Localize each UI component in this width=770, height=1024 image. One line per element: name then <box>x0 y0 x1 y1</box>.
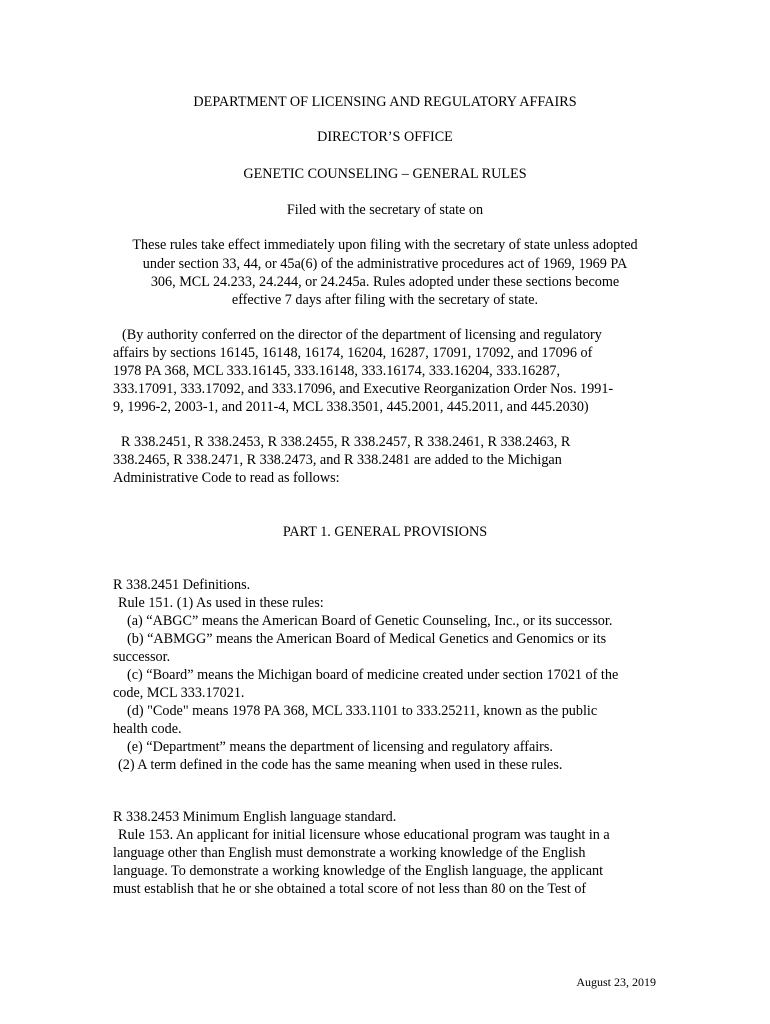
paragraph-line: affairs by sections 16145, 16148, 16174, 16204, 16287, 17091, 17092, and 17096 of <box>113 345 593 361</box>
rule-line: code, MCL 333.17021. <box>113 685 245 701</box>
department-heading: DEPARTMENT OF LICENSING AND REGULATORY AFFAIRS <box>193 94 577 110</box>
paragraph-line: R 338.2451, R 338.2453, R 338.2455, R 338.2457, R 338.2461, R 338.2463, R <box>121 434 571 450</box>
filed-line: Filed with the secretary of state on <box>286 202 484 218</box>
paragraph-line: These rules take effect immediately upon filing with the secretary of state unless adopted <box>132 237 638 253</box>
part-heading: PART 1. GENERAL PROVISIONS <box>282 524 488 540</box>
footer-date: August 23, 2019 <box>576 975 656 989</box>
paragraph-line: Administrative Code to read as follows: <box>113 470 340 486</box>
paragraph-line: under section 33, 44, or 45a(6) of the administrative procedures act of 1969, 1969 PA <box>142 256 628 272</box>
rule-heading: R 338.2451 Definitions. <box>113 577 251 593</box>
office-heading: DIRECTOR’S OFFICE <box>317 129 453 145</box>
paragraph-line: (By authority conferred on the director of the department of licensing and regulatory <box>122 327 602 343</box>
rule-line: must establish that he or she obtained a total score of not less than 80 on the Test of <box>113 881 587 897</box>
rule-line: Rule 151. (1) As used in these rules: <box>118 595 324 611</box>
paragraph-line: 306, MCL 24.233, 24.244, or 24.245a. Rules adopted under these sections become <box>150 274 620 290</box>
rule-line: (d) "Code" means 1978 PA 368, MCL 333.1101 to 333.25211, known as the public <box>127 703 598 719</box>
paragraph-line: 9, 1996-2, 2003-1, and 2011-4, MCL 338.3501, 445.2001, 445.2011, and 445.2030) <box>113 399 589 415</box>
rule-heading: R 338.2453 Minimum English language standard. <box>113 809 397 825</box>
paragraph-line: 1978 PA 368, MCL 333.16145, 333.16148, 333.16174, 333.16204, 333.16287, <box>113 363 561 379</box>
paragraph-line: 333.17091, 333.17092, and 333.17096, and Executive Reorganization Order Nos. 1991- <box>113 381 614 397</box>
rule-line: (c) “Board” means the Michigan board of medicine created under section 17021 of the <box>127 667 619 683</box>
rule-line: (2) A term defined in the code has the same meaning when used in these rules. <box>118 757 563 773</box>
paragraph-line: 338.2465, R 338.2471, R 338.2473, and R 338.2481 are added to the Michigan <box>113 452 562 468</box>
rule-line: successor. <box>113 649 171 665</box>
rule-line: (a) “ABGC” means the American Board of Genetic Counseling, Inc., or its successor. <box>127 613 613 629</box>
document-title: GENETIC COUNSELING – GENERAL RULES <box>243 166 527 182</box>
paragraph-line: effective 7 days after filing with the secretary of state. <box>231 292 539 308</box>
rule-line: (b) “ABMGG” means the American Board of Medical Genetics and Genomics or its <box>127 631 607 647</box>
rule-line: (e) “Department” means the department of licensing and regulatory affairs. <box>127 739 553 755</box>
rule-line: health code. <box>113 721 182 737</box>
rule-line: language. To demonstrate a working knowledge of the English language, the applicant <box>113 863 604 879</box>
rule-line: Rule 153. An applicant for initial licensure whose educational program was taught in a <box>118 827 610 843</box>
rule-line: language other than English must demonstrate a working knowledge of the English <box>113 845 586 861</box>
